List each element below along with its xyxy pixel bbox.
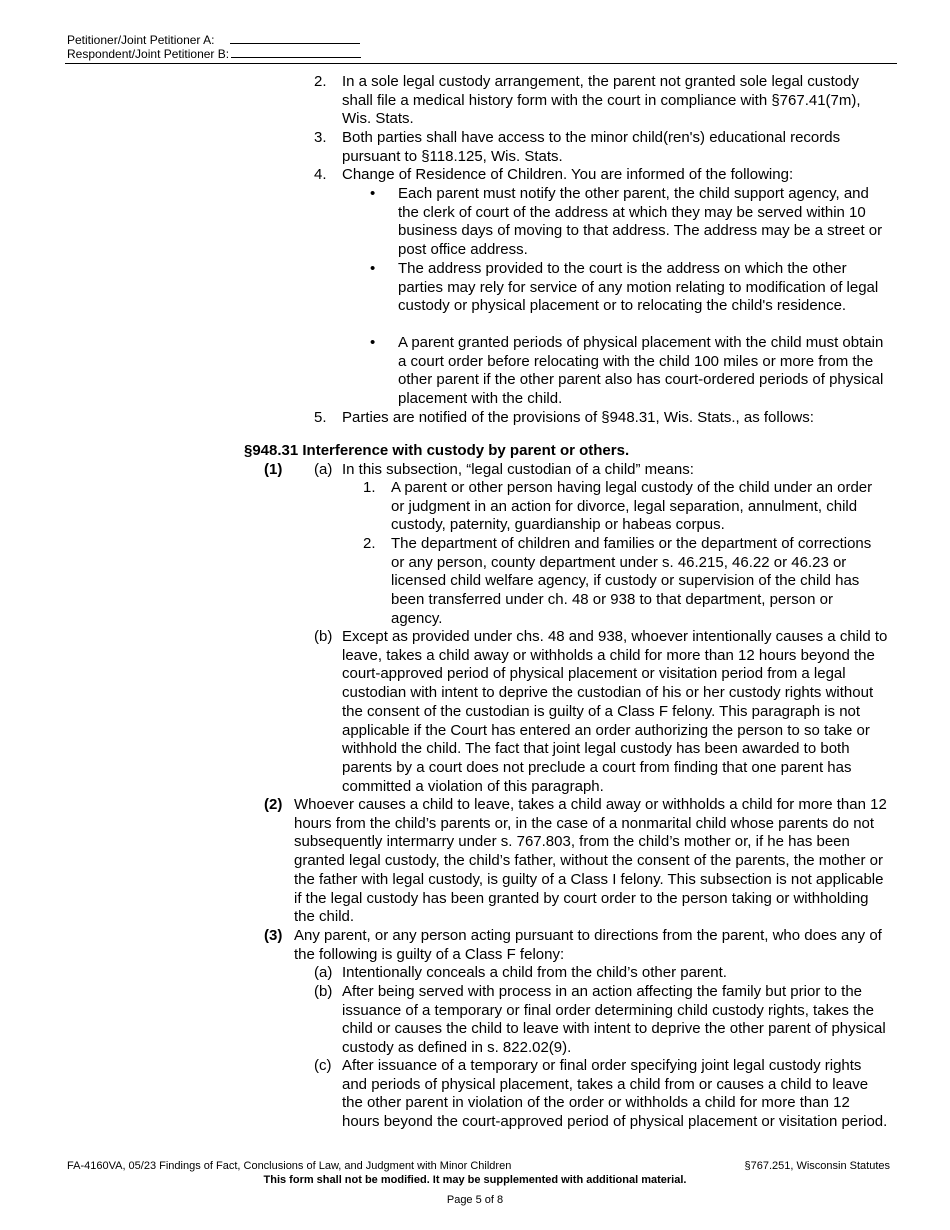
list-item-text: Intentionally conceals a child from the child’s other parent.: [342, 964, 727, 981]
list-item-number: 2.: [363, 535, 376, 552]
respondent-label: Respondent/Joint Petitioner B:: [67, 47, 230, 61]
petitioner-blank: [230, 32, 360, 44]
list-item-number: 2.: [314, 73, 327, 90]
respondent-line: [67, 46, 361, 61]
list-item-number: 1.: [363, 479, 376, 496]
list-item-text: Both parties shall have access to the minor child(ren's) educational records pursuant to §118.125, Wis. Stats.: [342, 129, 841, 165]
list-item-number: 3.: [314, 129, 327, 146]
bullet-text: A parent granted periods of physical placement with the child must obtain a court order before relocating with the child 100 miles or more from the other parent if the other parent also has court-ordered periods of physical placement with the child.: [398, 334, 884, 408]
paragraph-1b-text: Except as provided under chs. 48 and 938, whoever intentionally causes a child to leave, takes a child away or withholds a child for more than 12 hours beyond the court-approved period of physical placement or visitation period from a legal custodian with intent to deprive the custodian of his or her custody rights without the consent of the custodian is guilty of a Class F felony. This paragraph is not applicable if the Court has entered an order authorizing the person to so take or withhold the child. The fact that joint legal custody has been awarded to both parents by a court does not preclude a court from finding that one parent has committed a violation of this paragraph.: [342, 628, 888, 795]
list-item-number: (a): [314, 964, 333, 981]
subsection-3-label: (3): [264, 927, 283, 944]
statute-heading: §948.31 Interference with custody by parent or others.: [244, 442, 630, 459]
list-item-number: 4.: [314, 166, 327, 183]
list-item-text: After being served with process in an action affecting the family but prior to the issuance of a temporary or final order determining child custody rights, takes the child or causes the child to leave with intent to deprive the other parent of physical custody as defined in s. 822.02(9).: [342, 983, 886, 1057]
bullet-icon: •: [370, 185, 376, 202]
list-item-number: (b): [314, 983, 333, 1000]
subsection-3-text: Any parent, or any person acting pursuant to directions from the parent, who does any of the following is guilty of a Class F felony:: [294, 927, 882, 963]
subsection-2-text: Whoever causes a child to leave, takes a child away or withholds a child for more than 12 hours from the child’s parents or, in the case of a nonmarital child whose parents do not subsequently intermarry under s. 767.803, from the child’s mother or, if he has been granted legal custody, the child’s father, without the consent of the parents, the mother or the father with legal custody, is guilty of a Class I felony. This subsection is not applicable if the legal custody has been granted by court order to the person taking or withholding the child.: [294, 796, 887, 926]
paragraph-1b-label: (b): [314, 628, 333, 645]
bullet-text: The address provided to the court is the address on which the other parties may rely for service of any motion relating to modification of legal custody or physical placement or to relocating the child's residence.: [398, 260, 879, 315]
respondent-blank: [231, 46, 361, 58]
list-item-number: (c): [314, 1057, 332, 1074]
paragraph-1a-label: (a): [314, 461, 333, 478]
paragraph-1a-text: In this subsection, “legal custodian of a child” means:: [342, 461, 694, 478]
statute-reference: §767.251, Wisconsin Statutes: [744, 1160, 890, 1172]
modification-notice: This form shall not be modified. It may be supplemented with additional material.: [263, 1174, 687, 1186]
bullet-text: Each parent must notify the other parent, the child support agency, and the clerk of court of the address at which they may be served within 10 business days of moving to that address. The address may be a street or post office address.: [398, 185, 883, 259]
list-item-text: A parent or other person having legal custody of the child under an order or judgment in an action for divorce, legal separation, annulment, child custody, paternity, guardianship or habeas corpus.: [391, 479, 873, 534]
list-item-text: The department of children and families or the department of corrections or any person, county department under s. 46.215, 46.22 or 46.23 or licensed child welfare agency, if custody or supervision of the child has been transferred under ch. 48 or 938 to that department, person or agency.: [391, 535, 872, 627]
subsection-2-label: (2): [264, 796, 283, 813]
list-item-text: Change of Residence of Children. You are informed of the following:: [342, 166, 794, 183]
page-number: Page 5 of 8: [446, 1194, 504, 1206]
petitioner-line: [67, 32, 360, 47]
list-item-text: Parties are notified of the provisions of §948.31, Wis. Stats., as follows:: [342, 409, 814, 426]
list-item-number: 5.: [314, 409, 327, 426]
bullet-icon: •: [370, 260, 376, 277]
header-rule: [65, 63, 897, 64]
petitioner-label: Petitioner/Joint Petitioner A:: [67, 33, 215, 47]
bullet-icon: •: [370, 334, 376, 351]
form-id: FA-4160VA, 05/23 Findings of Fact, Conclusions of Law, and Judgment with Minor Children: [67, 1160, 512, 1172]
list-item-text: After issuance of a temporary or final order specifying joint legal custody rights and periods of physical placement, takes a child from or causes a child to leave the other parent in violation of the order or withholds a child for more than 12 hours beyond the court-approved period of physical placement or visitation period.: [342, 1057, 888, 1131]
list-item-text: In a sole legal custody arrangement, the parent not granted sole legal custody shall file a medical history form with the court in compliance with §767.41(7m), Wis. Stats.: [342, 73, 861, 128]
subsection-1-label: (1): [264, 461, 283, 478]
